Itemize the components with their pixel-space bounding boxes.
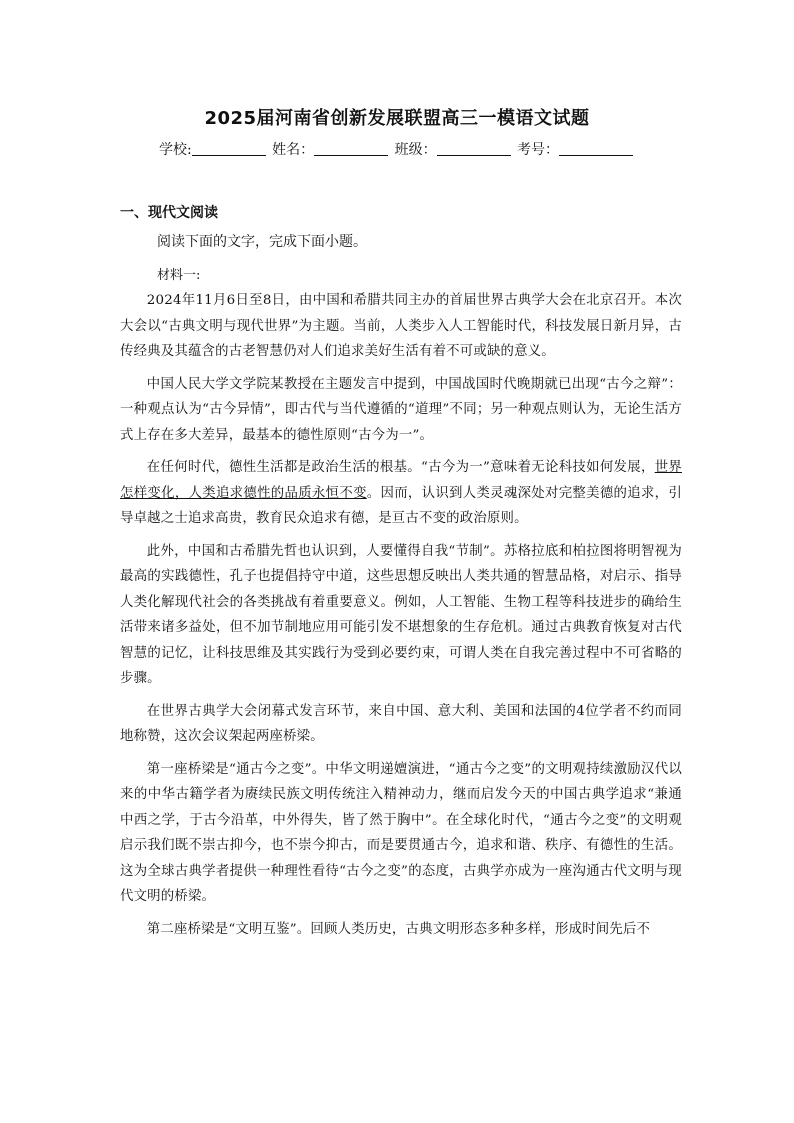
paragraph: 2024年11月6日至8日，由中国和希腊共同主办的首届世界古典学大会在北京召开。本次大会以“古典文明与现代世界”为主题。当前，人类步入人工智能时代，科技发展日新月异，古传经典及其蕴含的古老智慧仍对人们追求美好生活有着不可或缺的意义。 [120,293,682,359]
exam-number-blank[interactable] [559,155,633,156]
reading-instruction: 阅读下面的文字，完成下面小题。 [157,234,367,250]
paragraph-text: 在任何时代，德性生活都是政治生活的根基。“古今为一”意味着无论科技如何发展， [146,460,655,475]
paragraph: 第二座桥梁是“文明互鉴”。回顾人类历史，古典文明形态多种多样，形成时间先后不 [146,921,651,937]
material-label: 材料一: [157,268,201,283]
underlined-sentence: 世界怎样变化，人类追求德性的品质永恒不变 [120,460,682,501]
school-label: 学校: [158,142,192,158]
paragraph: 中国人民大学文学院某教授在主题发言中提到，中国战国时代晚期就已出现“古今之辩”：一种观点认为“古今异情”，即古代与当代遵循的“道理”不同；另一种观点则认为，无论生活方式上存在多大差异，最基本的德性原则“古今为一”。 [120,376,682,443]
paragraph: 此外，中国和古希腊先哲也认识到，人要懂得自我“节制”。苏格拉底和柏拉图将明智视为最高的实践德性，孔子也提倡持守中道，这些思想反映出人类共通的智慧品格，对启示、指导人类化解现代社会的各类挑战有着重要意义。例如，人工智能、生物工程等科技进步的确给生活带来诸多益处，但不加节制地应用可能引发不堪想象的生存危机。通过古典教育恢复对古代智慧的记忆，让科技思维及其实践行为受到必要约束，可谓人类在自我完善过程中不可省略的步骤。 [120,543,682,686]
paragraph-text: 。因而，认识到人类灵魂深处对完整美德的追求，引导卓越之士追求高贵，教育民众追求有德，是亘古不变的政治原则。 [120,485,682,526]
name-blank[interactable] [314,155,388,156]
school-blank[interactable] [192,155,266,156]
paragraph [120,455,682,532]
paragraph: 第一座桥梁是“通古今之变”。中华文明递嬗演进，“通古今之变”的文明观持续激励汉代以来的中华古籍学者为赓续民族文明传统注入精神动力，继而启发今天的中国古典学追求“兼通中西之学，于古今沿革，中外得失，皆了然于胸中”。在全球化时代，“通古今之变”的文明观启示我们既不崇古抑今，也不崇今抑古，而是要贯通古今，追求和谐、秩序、有德性的生活。这为全球古典学者提供一种理性看待“古今之变”的态度，古典学亦成为一座沟通古代文明与现代文明的桥梁。 [120,761,682,904]
exam-number-label: 考号： [517,142,560,158]
class-label: 班级： [394,142,437,158]
exam-title: 2025届河南省创新发展联盟高三一模语文试题 [204,108,590,129]
student-info-row [0,139,794,159]
class-blank[interactable] [437,155,511,156]
section-heading: 一、现代文阅读 [120,205,218,221]
reading-passage [120,288,682,949]
name-label: 姓名： [272,142,315,158]
paragraph: 在世界古典学大会闭幕式发言环节，来自中国、意大利、美国和法国的4位学者不约而同地称赞，这次会议架起两座桥梁。 [120,703,682,744]
